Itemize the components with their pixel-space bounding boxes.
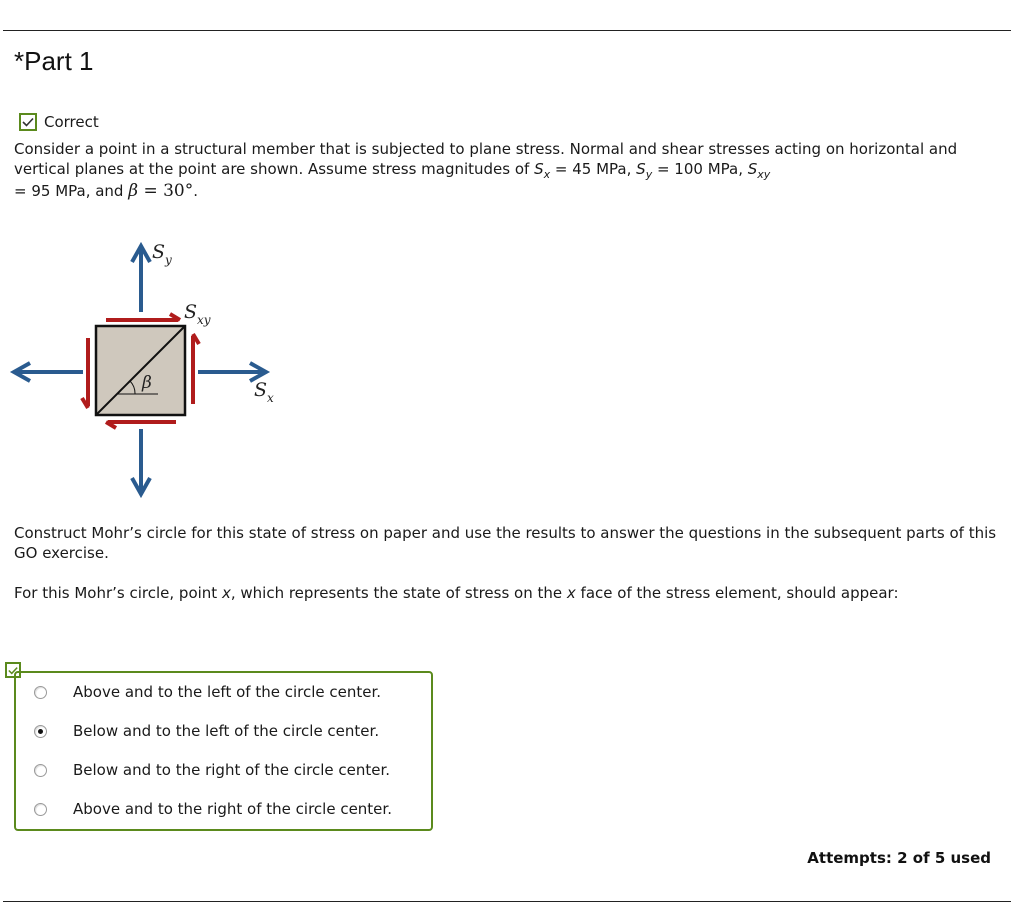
shear-right-arrow — [193, 334, 199, 404]
sx-symbol: S — [534, 160, 544, 178]
sx-left-arrow — [14, 363, 83, 381]
sx-label: $S_x$ — [254, 379, 274, 405]
part-title: *Part 1 — [14, 46, 94, 76]
stress-element-figure — [8, 236, 298, 506]
choice-label: Above and to the right of the circle center. — [73, 800, 392, 818]
sxy-value: = 95 MPa, and — [14, 182, 129, 200]
radio-button[interactable] — [34, 764, 47, 777]
choice-label: Above and to the left of the circle center. — [73, 683, 382, 701]
choice-option[interactable] — [34, 800, 392, 818]
sy-down-arrow — [132, 429, 150, 494]
answer-choices — [14, 671, 433, 831]
question-text — [14, 583, 1004, 603]
status-row — [19, 113, 99, 131]
radio-button[interactable] — [34, 803, 47, 816]
sy-subscript: y — [645, 168, 653, 181]
sy-up-arrow — [132, 246, 150, 312]
question-var2: x — [566, 584, 576, 602]
question-var: x — [221, 584, 231, 602]
question-post: face of the stress element, should appear: — [575, 584, 899, 602]
choice-option[interactable] — [34, 722, 379, 740]
sx-value: = 45 MPa, — [550, 160, 637, 178]
attempts-counter: Attempts: 2 of 5 used — [807, 849, 991, 867]
bottom-divider — [3, 901, 1011, 902]
sxy-symbol: S — [747, 160, 758, 178]
sxy-label: $S_{xy}$ — [184, 301, 211, 327]
shear-bottom-arrow — [106, 422, 176, 428]
choice-label: Below and to the right of the circle center. — [73, 761, 391, 779]
sy-value: = 100 MPa, — [652, 160, 748, 178]
shear-top-arrow — [106, 314, 180, 320]
check-icon — [19, 113, 37, 131]
sy-symbol: S — [636, 160, 646, 178]
question-mid: , which represents the state of stress on the — [230, 584, 567, 602]
problem-end: . — [193, 182, 199, 200]
choice-option[interactable] — [34, 683, 381, 701]
beta-label: β — [142, 373, 152, 393]
problem-intro: Consider a point in a structural member that is subjected to plane stress. Normal and shear stresses acting on horizontal and vertical planes at the point are shown. Assume stress magnitudes of — [14, 140, 958, 178]
radio-button-selected[interactable] — [34, 725, 47, 738]
choice-option[interactable] — [34, 761, 390, 779]
top-divider — [3, 30, 1011, 31]
status-label: Correct — [44, 113, 99, 131]
radio-button[interactable] — [34, 686, 47, 699]
sx-subscript: x — [543, 168, 551, 181]
choice-label: Below and to the left of the circle center. — [73, 722, 380, 740]
beta-symbol: β — [128, 181, 139, 201]
question-pre: For this Mohr’s circle, point — [14, 584, 222, 602]
sy-label: $S_y$ — [152, 241, 172, 267]
problem-text — [14, 139, 1004, 201]
construct-instructions: Construct Mohr’s circle for this state of stress on paper and use the results to answer the questions in the subsequent parts of this GO exercise. — [14, 524, 997, 562]
beta-value: = 30° — [138, 181, 194, 201]
sxy-subscript: xy — [757, 168, 771, 181]
